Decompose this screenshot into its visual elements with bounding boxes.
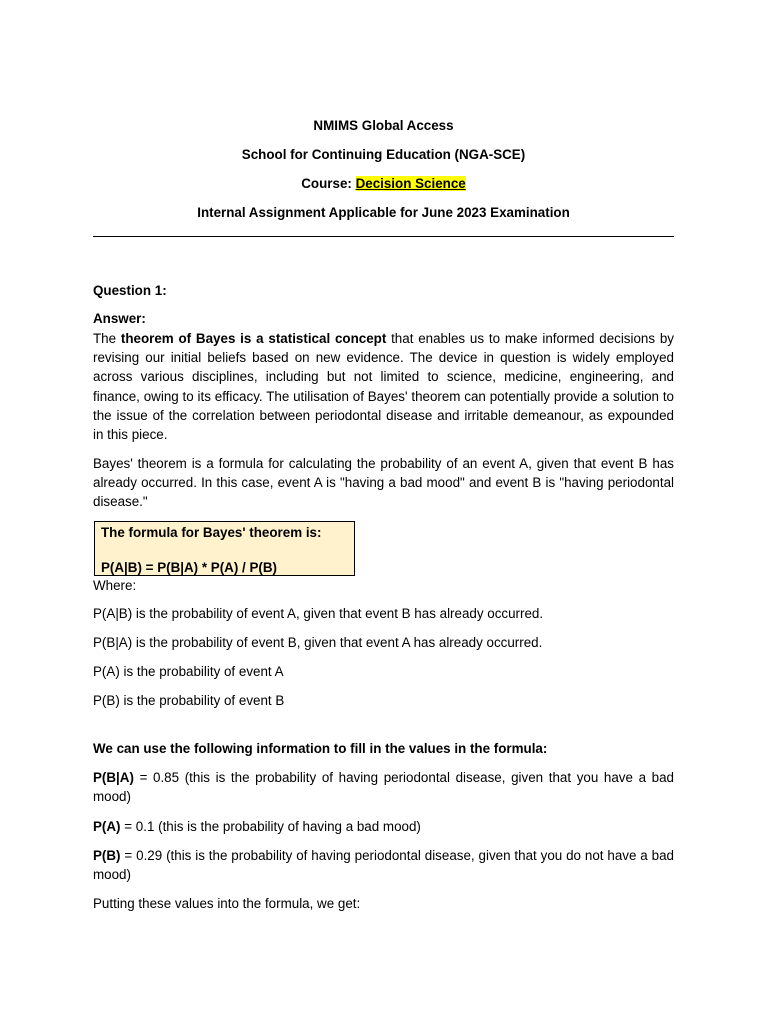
value-label: P(B|A) xyxy=(93,770,134,785)
value-text: = 0.85 (this is the probability of having periodontal disease, given that you have a bad mood) xyxy=(93,770,674,805)
fill-values-heading: We can use the following information to fill in the values in the formula: xyxy=(93,741,548,756)
answer-label: Answer: xyxy=(93,311,146,326)
value-text: = 0.1 (this is the probability of having a bad mood) xyxy=(120,819,421,834)
intro-post: that enables us to make informed decisions by revising our initial beliefs based on new evidence. The device in question is widely employed across various disciplines, including but not limited to science, medicine, engineering, and finance, owing to its efficacy. The utilisation of Bayes' theorem can potentially provide a solution to the issue of the correlation between periodontal disease and irritable demeanour, as expounded in this piece. xyxy=(93,331,675,443)
formula-title: The formula for Bayes' theorem is: xyxy=(101,525,322,540)
intro-pre: The xyxy=(93,331,121,346)
definition-p-a: P(A) is the probability of event A xyxy=(93,664,284,679)
definition-p-b: P(B) is the probability of event B xyxy=(93,693,285,708)
value-label: P(A) xyxy=(93,819,121,834)
where-label: Where: xyxy=(93,578,137,593)
institution-title: NMIMS Global Access xyxy=(313,118,454,133)
course-line xyxy=(93,175,674,193)
header-divider xyxy=(93,236,674,237)
value-text: = 0.29 (this is the probability of having periodontal disease, given that you do not have a bad mood) xyxy=(93,848,674,883)
course-name-highlight: Decision Science xyxy=(355,176,466,191)
school-title: School for Continuing Education (NGA-SCE) xyxy=(241,147,526,162)
formula-box xyxy=(94,521,355,576)
value-p-b xyxy=(93,846,674,884)
assignment-title: Internal Assignment Applicable for June 2023 Examination xyxy=(197,205,570,220)
course-prefix: Course: xyxy=(301,176,356,191)
value-p-b-given-a xyxy=(93,768,674,806)
formula-text: P(A|B) = P(B|A) * P(A) / P(B) xyxy=(101,560,277,575)
definition-p-b-given-a: P(B|A) is the probability of event B, given that event A has already occurred. xyxy=(93,635,543,650)
value-label: P(B) xyxy=(93,848,121,863)
definition-p-a-given-b: P(A|B) is the probability of event A, given that event B has already occurred. xyxy=(93,606,544,621)
intro-paragraph xyxy=(93,329,674,444)
question-heading: Question 1: xyxy=(93,283,167,298)
putting-values-line: Putting these values into the formula, we get: xyxy=(93,896,361,911)
bayes-explanation-paragraph: Bayes' theorem is a formula for calculating the probability of an event A, given that event B has already occurred. In this case, event A is "having a bad mood" and event B is "having periodontal disease." xyxy=(93,456,674,510)
intro-bold: theorem of Bayes is a statistical concept xyxy=(120,331,387,346)
value-p-a xyxy=(93,817,674,836)
